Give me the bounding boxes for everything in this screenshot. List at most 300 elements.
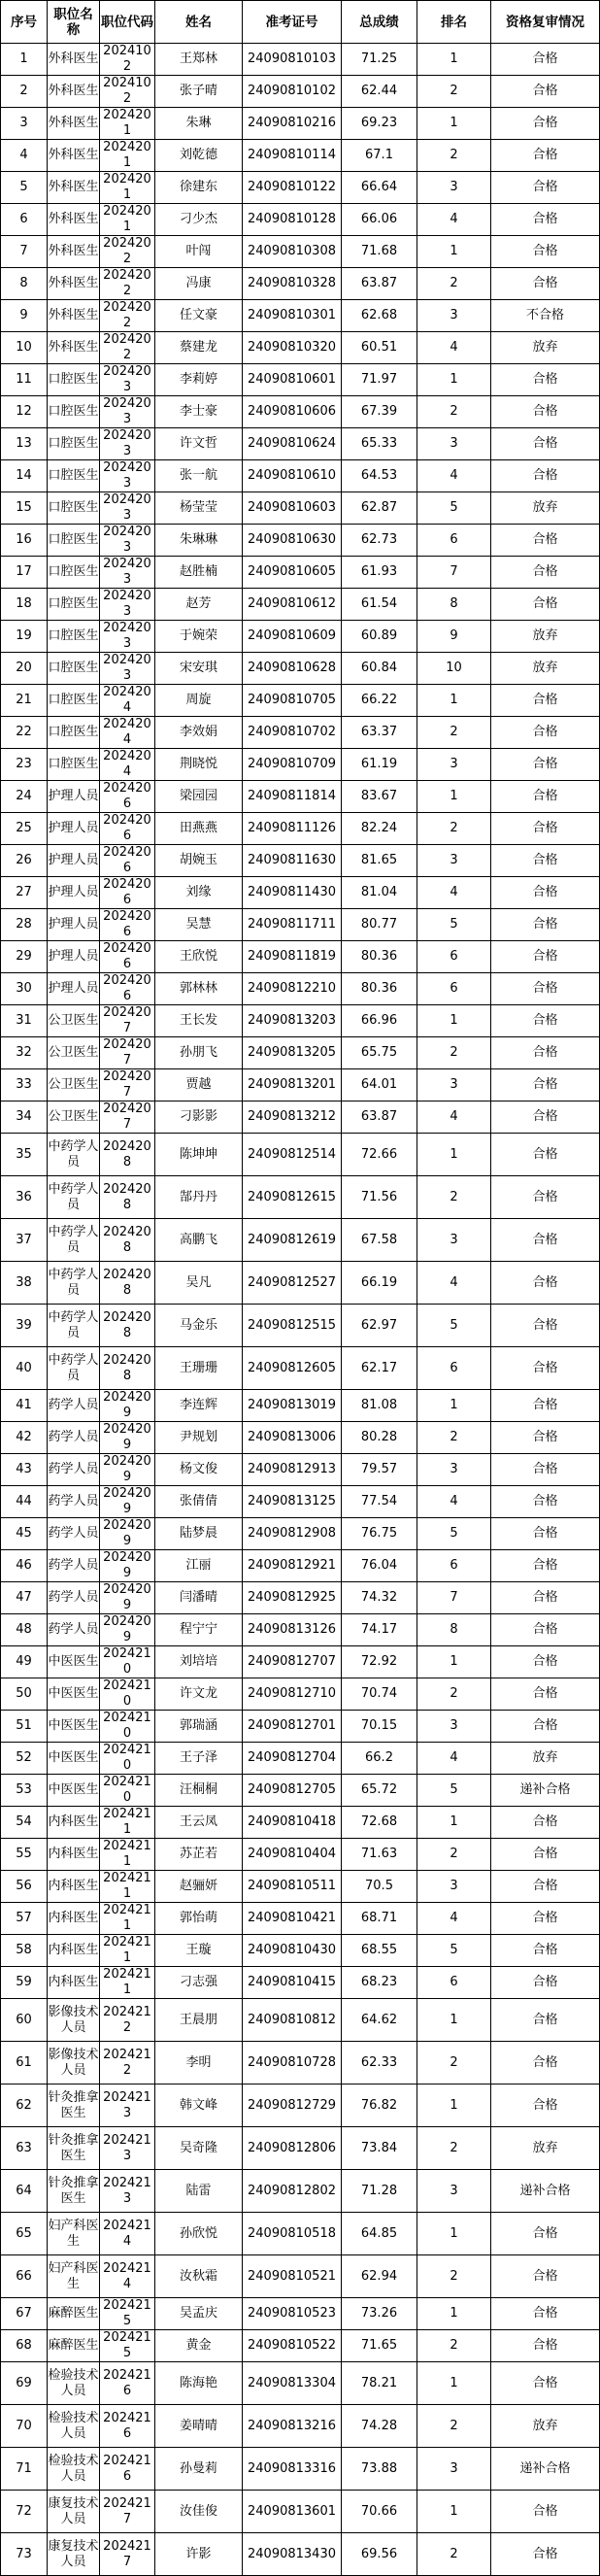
table-row (1, 2255, 600, 2298)
cell-name: 陆雷 (155, 2170, 243, 2213)
cell-rank: 1 (417, 1999, 491, 2042)
cell-exam-number: 24090812515 (243, 1305, 342, 1347)
table-row (1, 1390, 600, 1422)
cell-position-code: 2024214 (100, 2213, 155, 2255)
cell-index: 34 (1, 1102, 48, 1134)
cell-total-score: 66.64 (342, 172, 417, 204)
cell-name: 李明 (155, 2042, 243, 2085)
cell-name: 王璇 (155, 1935, 243, 1967)
cell-name: 闫潘晴 (155, 1582, 243, 1614)
cell-rank: 3 (417, 1069, 491, 1102)
cell-name: 李连辉 (155, 1390, 243, 1422)
cell-total-score: 81.04 (342, 877, 417, 909)
cell-total-score: 80.36 (342, 973, 417, 1005)
cell-review-status: 合格 (491, 845, 600, 877)
cell-exam-number: 24090811126 (243, 813, 342, 845)
cell-total-score: 73.26 (342, 2298, 417, 2330)
cell-total-score: 74.28 (342, 2405, 417, 2448)
cell-index: 2 (1, 76, 48, 108)
cell-total-score: 69.23 (342, 108, 417, 140)
cell-position-name: 内科医生 (48, 1903, 100, 1935)
cell-rank: 1 (417, 2298, 491, 2330)
cell-name: 王云凤 (155, 1807, 243, 1839)
cell-position-name: 口腔医生 (48, 589, 100, 621)
cell-index: 29 (1, 941, 48, 973)
header-review-status: 资格复审情况 (491, 1, 600, 44)
cell-position-code: 2024203 (100, 589, 155, 621)
cell-name: 汝佳俊 (155, 2491, 243, 2533)
cell-index: 69 (1, 2362, 48, 2405)
cell-rank: 2 (417, 1422, 491, 1454)
cell-index: 67 (1, 2298, 48, 2330)
cell-name: 郭林林 (155, 973, 243, 1005)
cell-index: 52 (1, 1743, 48, 1775)
cell-review-status: 合格 (491, 1069, 600, 1102)
cell-rank: 1 (417, 236, 491, 268)
cell-review-status: 合格 (491, 1646, 600, 1678)
cell-name: 郭怡萌 (155, 1903, 243, 1935)
cell-position-name: 中药学人员 (48, 1305, 100, 1347)
cell-index: 3 (1, 108, 48, 140)
cell-index: 65 (1, 2213, 48, 2255)
cell-position-code: 2024209 (100, 1486, 155, 1518)
cell-rank: 4 (417, 460, 491, 492)
table-row (1, 2127, 600, 2170)
cell-name: 赵胜楠 (155, 557, 243, 589)
cell-position-name: 中医医生 (48, 1646, 100, 1678)
table-row (1, 1646, 600, 1678)
cell-index: 45 (1, 1518, 48, 1550)
cell-name: 吴孟庆 (155, 2298, 243, 2330)
cell-review-status: 放弃 (491, 1743, 600, 1775)
cell-index: 17 (1, 557, 48, 589)
cell-total-score: 83.67 (342, 781, 417, 813)
cell-name: 于婉荣 (155, 621, 243, 653)
cell-review-status: 合格 (491, 1134, 600, 1176)
cell-name: 许文龙 (155, 1678, 243, 1711)
cell-index: 32 (1, 1037, 48, 1069)
cell-position-name: 护理人员 (48, 877, 100, 909)
cell-exam-number: 24090812913 (243, 1454, 342, 1486)
cell-exam-number: 24090812514 (243, 1134, 342, 1176)
cell-review-status: 放弃 (491, 2127, 600, 2170)
cell-rank: 2 (417, 1839, 491, 1871)
cell-review-status: 合格 (491, 2330, 600, 2362)
cell-rank: 1 (417, 364, 491, 396)
cell-rank: 2 (417, 140, 491, 172)
cell-total-score: 66.06 (342, 204, 417, 236)
cell-rank: 2 (417, 813, 491, 845)
cell-review-status: 合格 (491, 749, 600, 781)
cell-index: 62 (1, 2085, 48, 2127)
cell-position-code: 2024208 (100, 1305, 155, 1347)
cell-position-name: 公卫医生 (48, 1005, 100, 1037)
cell-total-score: 62.68 (342, 300, 417, 332)
cell-exam-number: 24090813126 (243, 1614, 342, 1646)
cell-position-code: 2024209 (100, 1550, 155, 1582)
cell-rank: 5 (417, 492, 491, 525)
cell-position-code: 2024210 (100, 1775, 155, 1807)
cell-exam-number: 24090812605 (243, 1347, 342, 1390)
cell-index: 54 (1, 1807, 48, 1839)
table-row (1, 525, 600, 557)
cell-review-status: 递补合格 (491, 2448, 600, 2491)
cell-index: 48 (1, 1614, 48, 1646)
cell-index: 46 (1, 1550, 48, 1582)
cell-total-score: 63.87 (342, 1102, 417, 1134)
cell-position-name: 检验技术人员 (48, 2448, 100, 2491)
cell-name: 张倩倩 (155, 1486, 243, 1518)
cell-exam-number: 24090810605 (243, 557, 342, 589)
cell-rank: 3 (417, 1219, 491, 1262)
cell-position-name: 公卫医生 (48, 1037, 100, 1069)
cell-position-code: 2024202 (100, 236, 155, 268)
cell-position-name: 护理人员 (48, 909, 100, 941)
table-row (1, 140, 600, 172)
cell-total-score: 74.17 (342, 1614, 417, 1646)
cell-index: 43 (1, 1454, 48, 1486)
table-row (1, 1935, 600, 1967)
cell-position-name: 公卫医生 (48, 1069, 100, 1102)
cell-total-score: 81.08 (342, 1390, 417, 1422)
cell-total-score: 71.97 (342, 364, 417, 396)
cell-total-score: 79.57 (342, 1454, 417, 1486)
cell-review-status: 合格 (491, 1486, 600, 1518)
cell-name: 李士豪 (155, 396, 243, 428)
cell-total-score: 72.92 (342, 1646, 417, 1678)
cell-position-code: 2024208 (100, 1219, 155, 1262)
header-position-code: 职位代码 (100, 1, 155, 44)
cell-review-status: 合格 (491, 268, 600, 300)
cell-total-score: 73.84 (342, 2127, 417, 2170)
cell-position-code: 2024215 (100, 2330, 155, 2362)
cell-position-code: 2024206 (100, 909, 155, 941)
cell-total-score: 66.96 (342, 1005, 417, 1037)
cell-total-score: 82.24 (342, 813, 417, 845)
table-row (1, 396, 600, 428)
cell-index: 47 (1, 1582, 48, 1614)
cell-exam-number: 24090810610 (243, 460, 342, 492)
cell-review-status: 合格 (491, 2255, 600, 2298)
cell-position-code: 2024206 (100, 973, 155, 1005)
cell-review-status: 合格 (491, 428, 600, 460)
cell-name: 黄金 (155, 2330, 243, 2362)
cell-review-status: 合格 (491, 1262, 600, 1305)
header-index: 序号 (1, 1, 48, 44)
cell-exam-number: 24090810128 (243, 204, 342, 236)
cell-position-code: 2024204 (100, 685, 155, 717)
cell-rank: 1 (417, 2491, 491, 2533)
cell-position-name: 检验技术人员 (48, 2362, 100, 2405)
table-row (1, 1305, 600, 1347)
cell-name: 周旋 (155, 685, 243, 717)
cell-position-code: 2024211 (100, 1807, 155, 1839)
cell-total-score: 61.19 (342, 749, 417, 781)
table-row (1, 1262, 600, 1305)
cell-exam-number: 24090810102 (243, 76, 342, 108)
cell-total-score: 78.21 (342, 2362, 417, 2405)
cell-review-status: 合格 (491, 1582, 600, 1614)
cell-position-code: 2024102 (100, 44, 155, 76)
cell-exam-number: 24090810702 (243, 717, 342, 749)
cell-rank: 6 (417, 1347, 491, 1390)
cell-position-name: 口腔医生 (48, 428, 100, 460)
cell-position-name: 中医医生 (48, 1711, 100, 1743)
cell-review-status: 合格 (491, 2085, 600, 2127)
cell-position-name: 康复技术人员 (48, 2533, 100, 2576)
cell-review-status: 放弃 (491, 2405, 600, 2448)
cell-exam-number: 24090810308 (243, 236, 342, 268)
table-row (1, 621, 600, 653)
cell-index: 60 (1, 1999, 48, 2042)
cell-exam-number: 24090810430 (243, 1935, 342, 1967)
cell-position-code: 2024210 (100, 1646, 155, 1678)
cell-name: 孙欣悦 (155, 2213, 243, 2255)
cell-index: 21 (1, 685, 48, 717)
cell-name: 郭瑞涵 (155, 1711, 243, 1743)
table-row (1, 1005, 600, 1037)
cell-review-status: 合格 (491, 1219, 600, 1262)
cell-index: 57 (1, 1903, 48, 1935)
cell-position-code: 2024206 (100, 845, 155, 877)
cell-index: 18 (1, 589, 48, 621)
header-row (1, 1, 600, 44)
cell-rank: 2 (417, 268, 491, 300)
cell-total-score: 70.74 (342, 1678, 417, 1711)
cell-index: 20 (1, 653, 48, 685)
cell-name: 吴慧 (155, 909, 243, 941)
cell-name: 朱琳 (155, 108, 243, 140)
table-row (1, 685, 600, 717)
cell-total-score: 62.44 (342, 76, 417, 108)
cell-exam-number: 24090813201 (243, 1069, 342, 1102)
cell-total-score: 80.28 (342, 1422, 417, 1454)
cell-index: 31 (1, 1005, 48, 1037)
cell-review-status: 合格 (491, 76, 600, 108)
cell-position-code: 2024216 (100, 2405, 155, 2448)
cell-review-status: 合格 (491, 44, 600, 76)
table-row (1, 44, 600, 76)
cell-review-status: 合格 (491, 1903, 600, 1935)
cell-total-score: 64.53 (342, 460, 417, 492)
cell-name: 吴奇隆 (155, 2127, 243, 2170)
cell-total-score: 62.17 (342, 1347, 417, 1390)
cell-position-name: 药学人员 (48, 1550, 100, 1582)
cell-name: 徐建东 (155, 172, 243, 204)
cell-exam-number: 24090813212 (243, 1102, 342, 1134)
table-row (1, 1102, 600, 1134)
cell-total-score: 69.56 (342, 2533, 417, 2576)
cell-name: 刁少杰 (155, 204, 243, 236)
cell-name: 王欣悦 (155, 941, 243, 973)
cell-review-status: 合格 (491, 1518, 600, 1550)
cell-position-name: 外科医生 (48, 268, 100, 300)
cell-exam-number: 24090812707 (243, 1646, 342, 1678)
cell-rank: 3 (417, 845, 491, 877)
cell-rank: 3 (417, 428, 491, 460)
cell-position-code: 2024201 (100, 108, 155, 140)
cell-position-code: 2024208 (100, 1176, 155, 1219)
cell-index: 13 (1, 428, 48, 460)
cell-rank: 4 (417, 1486, 491, 1518)
cell-review-status: 合格 (491, 1711, 600, 1743)
cell-total-score: 71.28 (342, 2170, 417, 2213)
cell-name: 胡婉玉 (155, 845, 243, 877)
cell-exam-number: 24090812806 (243, 2127, 342, 2170)
cell-position-name: 中药学人员 (48, 1176, 100, 1219)
cell-position-name: 外科医生 (48, 204, 100, 236)
cell-review-status: 合格 (491, 1305, 600, 1347)
cell-total-score: 76.75 (342, 1518, 417, 1550)
cell-index: 11 (1, 364, 48, 396)
cell-total-score: 62.33 (342, 2042, 417, 2085)
cell-review-status: 合格 (491, 1839, 600, 1871)
cell-total-score: 68.71 (342, 1903, 417, 1935)
table-row (1, 1176, 600, 1219)
cell-position-name: 护理人员 (48, 813, 100, 845)
cell-index: 33 (1, 1069, 48, 1102)
cell-position-name: 中药学人员 (48, 1262, 100, 1305)
cell-review-status: 合格 (491, 204, 600, 236)
cell-rank: 1 (417, 1134, 491, 1176)
cell-name: 韩文峰 (155, 2085, 243, 2127)
table-row (1, 845, 600, 877)
cell-position-code: 2024217 (100, 2491, 155, 2533)
cell-position-name: 药学人员 (48, 1614, 100, 1646)
cell-total-score: 70.5 (342, 1871, 417, 1903)
cell-rank: 1 (417, 2085, 491, 2127)
cell-position-name: 药学人员 (48, 1422, 100, 1454)
cell-review-status: 合格 (491, 525, 600, 557)
cell-exam-number: 24090812729 (243, 2085, 342, 2127)
cell-total-score: 70.15 (342, 1711, 417, 1743)
cell-rank: 1 (417, 44, 491, 76)
cell-position-name: 内科医生 (48, 1871, 100, 1903)
cell-index: 50 (1, 1678, 48, 1711)
cell-total-score: 66.19 (342, 1262, 417, 1305)
header-rank: 排名 (417, 1, 491, 44)
cell-index: 7 (1, 236, 48, 268)
cell-rank: 3 (417, 1871, 491, 1903)
cell-name: 刁志强 (155, 1967, 243, 1999)
cell-exam-number: 24090813430 (243, 2533, 342, 2576)
cell-exam-number: 24090810418 (243, 1807, 342, 1839)
cell-position-code: 2024213 (100, 2085, 155, 2127)
cell-index: 72 (1, 2491, 48, 2533)
cell-name: 朱琳琳 (155, 525, 243, 557)
cell-index: 8 (1, 268, 48, 300)
cell-review-status: 合格 (491, 1422, 600, 1454)
cell-review-status: 合格 (491, 877, 600, 909)
cell-position-code: 2024203 (100, 396, 155, 428)
cell-position-name: 中药学人员 (48, 1219, 100, 1262)
cell-position-name: 口腔医生 (48, 364, 100, 396)
cell-review-status: 合格 (491, 1454, 600, 1486)
table-row (1, 1550, 600, 1582)
cell-name: 杨莹莹 (155, 492, 243, 525)
cell-position-name: 麻醉医生 (48, 2330, 100, 2362)
cell-position-name: 中医医生 (48, 1775, 100, 1807)
cell-name: 蔡建龙 (155, 332, 243, 364)
cell-position-name: 外科医生 (48, 236, 100, 268)
cell-position-name: 内科医生 (48, 1935, 100, 1967)
cell-exam-number: 24090812802 (243, 2170, 342, 2213)
cell-rank: 1 (417, 1005, 491, 1037)
cell-position-code: 2024206 (100, 781, 155, 813)
cell-exam-number: 24090811711 (243, 909, 342, 941)
cell-rank: 4 (417, 1903, 491, 1935)
cell-total-score: 67.58 (342, 1219, 417, 1262)
header-total-score: 总成绩 (342, 1, 417, 44)
cell-review-status: 合格 (491, 941, 600, 973)
cell-review-status: 合格 (491, 1005, 600, 1037)
table-row (1, 204, 600, 236)
cell-exam-number: 24090810511 (243, 1871, 342, 1903)
table-row (1, 172, 600, 204)
cell-rank: 6 (417, 941, 491, 973)
cell-total-score: 61.54 (342, 589, 417, 621)
table-row (1, 1582, 600, 1614)
cell-position-code: 2024207 (100, 1037, 155, 1069)
cell-rank: 1 (417, 108, 491, 140)
cell-exam-number: 24090810216 (243, 108, 342, 140)
cell-rank: 1 (417, 1390, 491, 1422)
cell-exam-number: 24090810606 (243, 396, 342, 428)
cell-rank: 5 (417, 1935, 491, 1967)
cell-index: 12 (1, 396, 48, 428)
cell-position-code: 2024102 (100, 76, 155, 108)
cell-index: 26 (1, 845, 48, 877)
cell-total-score: 77.54 (342, 1486, 417, 1518)
cell-position-code: 2024203 (100, 653, 155, 685)
table-row (1, 1134, 600, 1176)
cell-position-name: 口腔医生 (48, 685, 100, 717)
table-row (1, 2330, 600, 2362)
cell-index: 44 (1, 1486, 48, 1518)
table-row (1, 877, 600, 909)
cell-position-name: 针灸推拿医生 (48, 2127, 100, 2170)
cell-index: 9 (1, 300, 48, 332)
table-row (1, 2362, 600, 2405)
table-row (1, 1678, 600, 1711)
cell-position-code: 2024209 (100, 1390, 155, 1422)
cell-name: 陆梦晨 (155, 1518, 243, 1550)
cell-index: 68 (1, 2330, 48, 2362)
cell-name: 王子泽 (155, 1743, 243, 1775)
cell-index: 55 (1, 1839, 48, 1871)
cell-exam-number: 24090812210 (243, 973, 342, 1005)
cell-exam-number: 24090810328 (243, 268, 342, 300)
cell-name: 贾越 (155, 1069, 243, 1102)
cell-position-code: 2024209 (100, 1614, 155, 1646)
cell-exam-number: 24090812921 (243, 1550, 342, 1582)
cell-position-name: 外科医生 (48, 332, 100, 364)
cell-rank: 10 (417, 653, 491, 685)
cell-position-name: 针灸推拿医生 (48, 2085, 100, 2127)
cell-position-name: 口腔医生 (48, 621, 100, 653)
cell-position-code: 2024211 (100, 1967, 155, 1999)
cell-total-score: 67.1 (342, 140, 417, 172)
cell-rank: 3 (417, 300, 491, 332)
cell-review-status: 合格 (491, 1871, 600, 1903)
cell-index: 16 (1, 525, 48, 557)
cell-exam-number: 24090813205 (243, 1037, 342, 1069)
cell-name: 王晨朋 (155, 1999, 243, 2042)
cell-review-status: 合格 (491, 1550, 600, 1582)
cell-name: 陈海艳 (155, 2362, 243, 2405)
cell-position-name: 中医医生 (48, 1678, 100, 1711)
cell-exam-number: 24090810624 (243, 428, 342, 460)
